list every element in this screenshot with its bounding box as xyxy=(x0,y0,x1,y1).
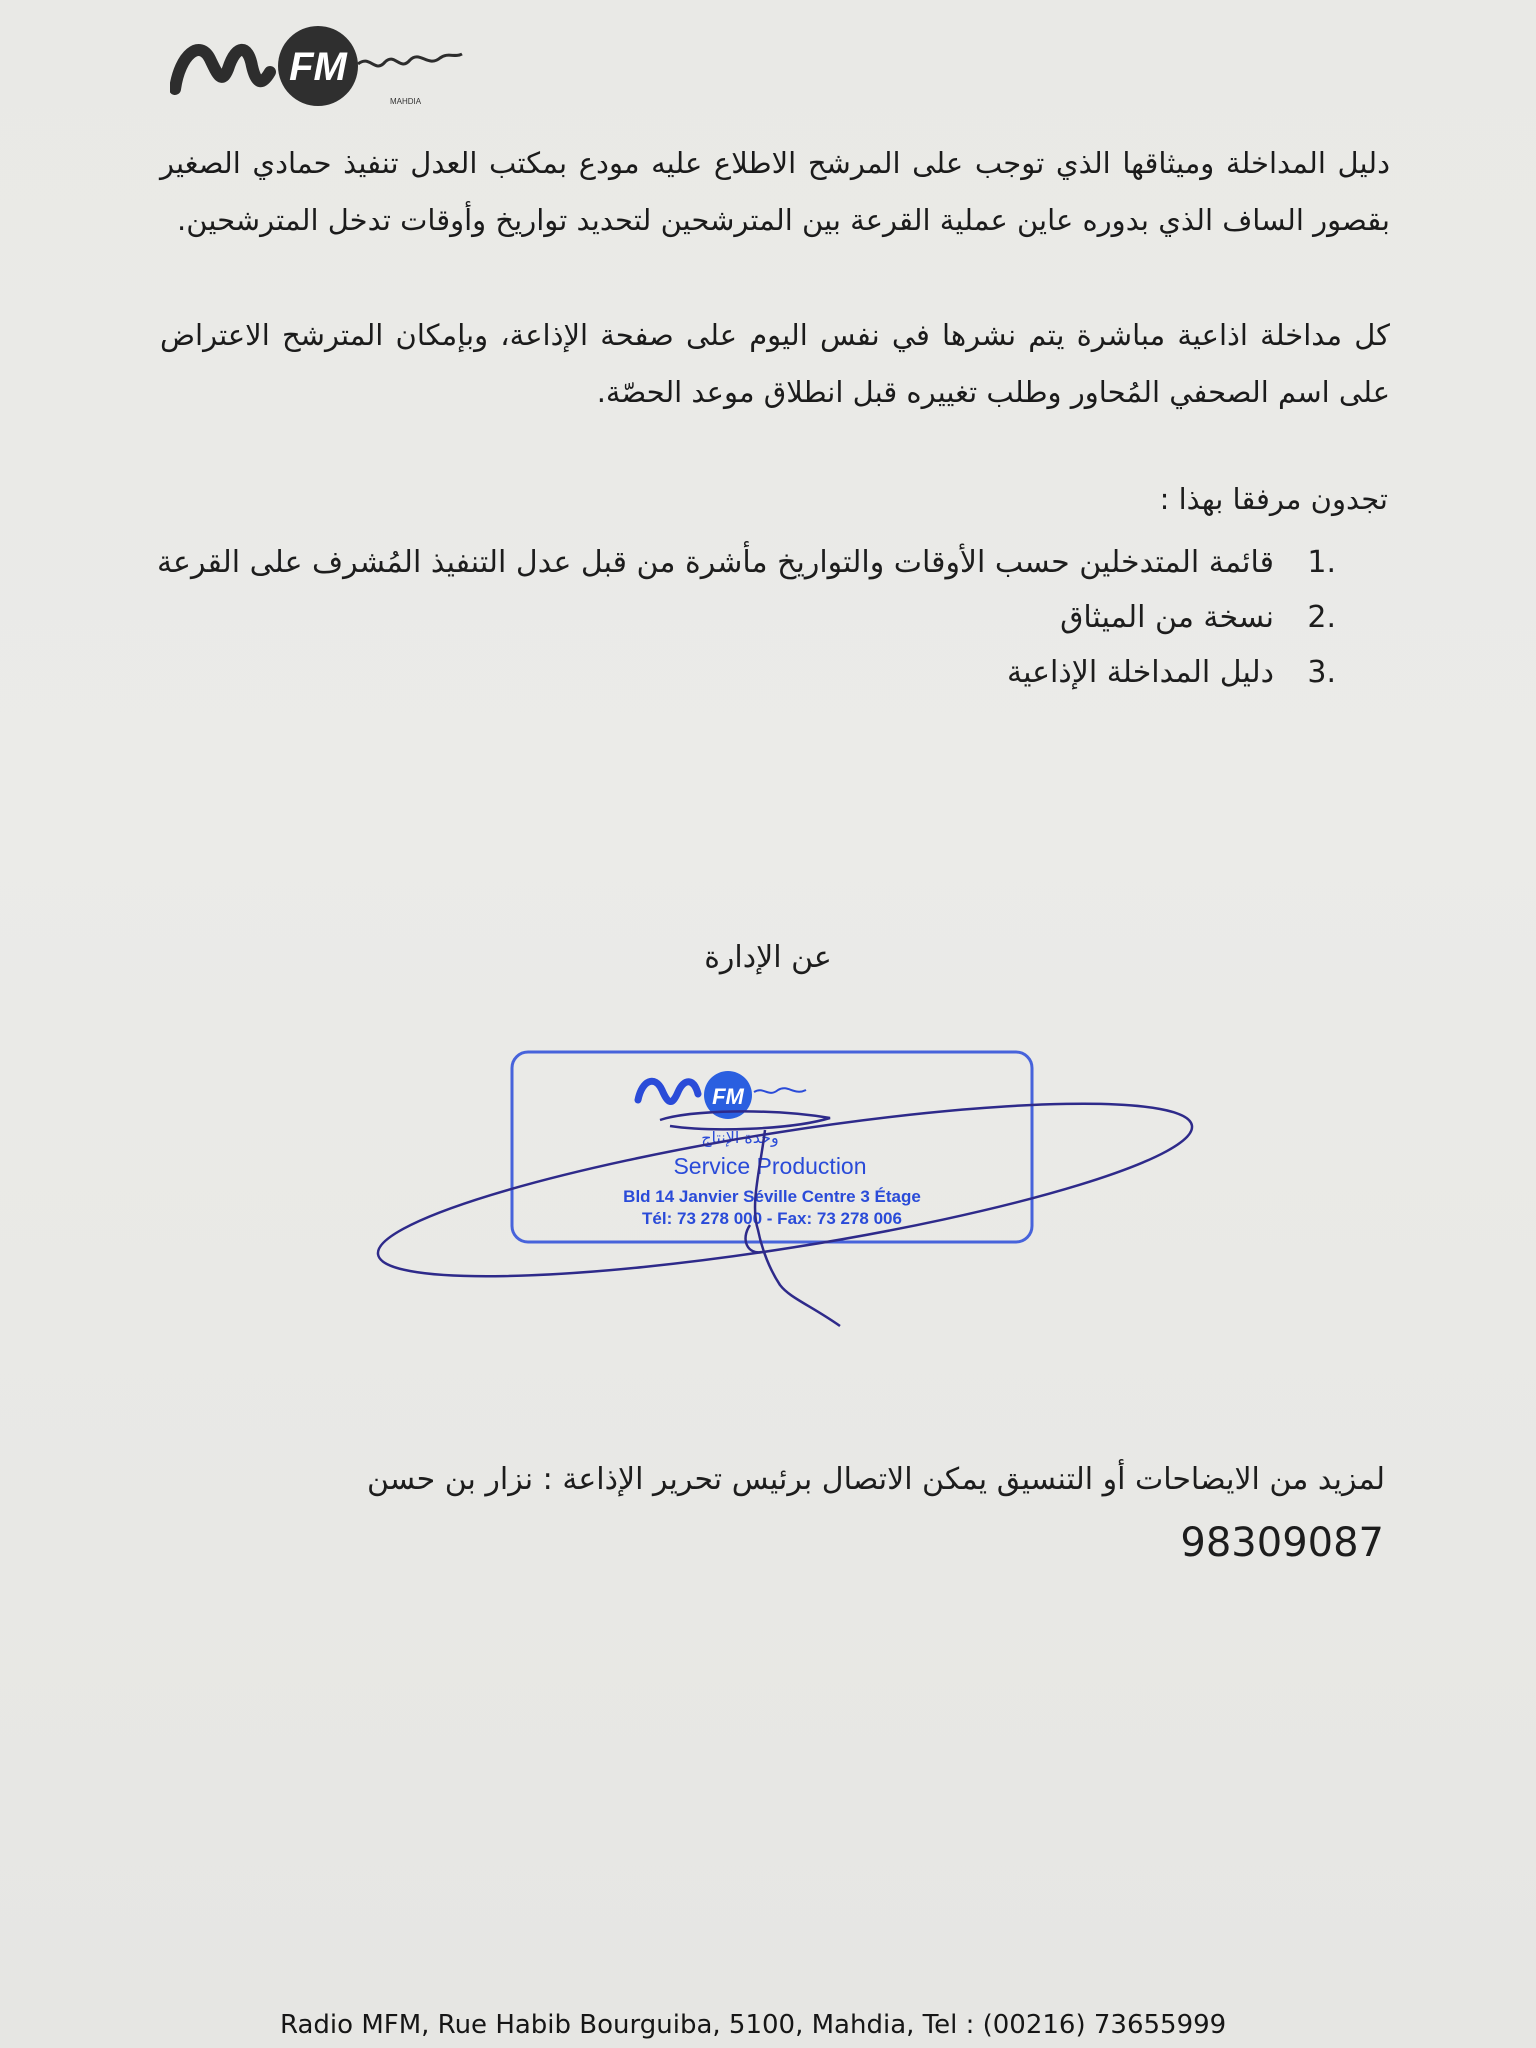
list-item-number: 2. xyxy=(1307,600,1336,635)
footer-address: Radio MFM, Rue Habib Bourguiba, 5100, Mahdia, Tel : (00216) 73655999 xyxy=(280,2010,1227,2040)
attachments-list xyxy=(156,535,1336,700)
list-item-text: قائمة المتدخلين حسب الأوقات والتواريخ مأشرة من قبل عدل التنفيذ المُشرف على القرعة xyxy=(156,545,1274,580)
list-item xyxy=(156,590,1336,645)
logo-text: FM xyxy=(289,45,347,89)
list-item-number: 3. xyxy=(1307,655,1336,690)
list-item-number: 1. xyxy=(1307,545,1336,580)
stamp-address: Bld 14 Janvier Séville Centre 3 Étage xyxy=(623,1187,921,1206)
paragraph-2: كل مداخلة اذاعية مباشرة يتم نشرها في نفس اليوم على صفحة الإذاعة، وبإمكان المترشح الاعتراض على اسم الصحفي المُحاور وطلب تغييره قبل انطلاق موعد الحصّة. xyxy=(160,318,1390,409)
signoff: عن الإدارة xyxy=(704,940,832,975)
list-item-text: نسخة من الميثاق xyxy=(1060,600,1274,635)
paragraph-1: دليل المداخلة وميثاقها الذي توجب على المرشح الاطلاع عليه مودع بمكتب العدل تنفيذ حمادي الصغير بقصور الساف الذي بدوره عاين عملية القرعة بين المترشحين لتحديد تواريخ وأوقات تدخل المترشحين. xyxy=(160,146,1390,237)
attachments-intro: تجدون مرفقا بهذا : xyxy=(1159,482,1388,516)
contact-phone: 98309087 xyxy=(1180,1520,1384,1566)
production-stamp xyxy=(370,1040,1200,1340)
stamp-phone: Tél: 73 278 000 - Fax: 73 278 006 xyxy=(642,1209,902,1228)
list-item xyxy=(156,645,1336,700)
logo-sub: MAHDIA xyxy=(390,97,422,106)
stamp-logo-text: FM xyxy=(712,1084,744,1109)
stamp-arabic: وحدة الإنتاج xyxy=(701,1128,779,1147)
list-item-text: دليل المداخلة الإذاعية xyxy=(1007,655,1274,690)
contact-text: لمزيد من الايضاحات أو التنسيق يمكن الاتصال برئيس تحرير الإذاعة : نزار بن حسن xyxy=(367,1462,1385,1497)
mfm-logo xyxy=(170,14,470,114)
stamp-title: Service Production xyxy=(673,1153,867,1179)
list-item xyxy=(156,535,1336,590)
